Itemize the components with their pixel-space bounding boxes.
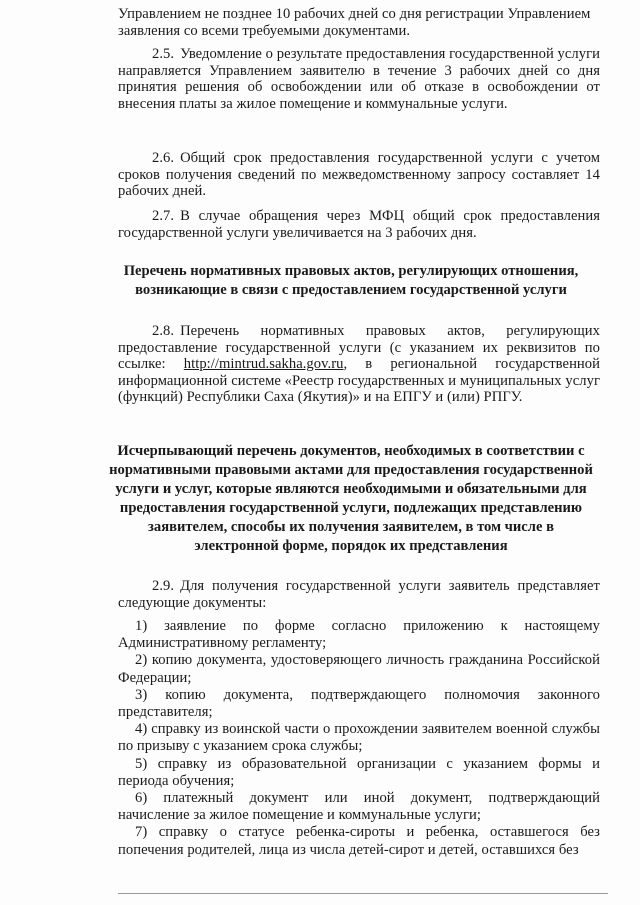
paragraph-text: Для получения государственной услуги заявитель представляет следующие документы: [118, 578, 600, 611]
mintrud-link[interactable]: http://mintrud.sakha.gov.ru [183, 356, 344, 372]
section-heading-legal-acts [96, 262, 606, 300]
heading-line: Перечень нормативных правовых актов, регулирующих отношения, [123, 263, 579, 279]
heading-line: Исчерпывающий перечень документов, необходимых в соответствии с [117, 443, 585, 459]
heading-line: заявителем, способы их получения заявителем, в том числе в [148, 519, 554, 535]
paragraph-2-7 [118, 208, 600, 241]
list-item: 4) справку из воинской части о прохождении заявителем военной службы по призыву с указанием срока службы; [118, 721, 600, 755]
section-heading-documents [96, 442, 606, 556]
paragraph-continuation [118, 6, 600, 39]
heading-line: предоставления государственной услуги, подлежащих представлению [119, 500, 583, 516]
paragraph-2-6 [118, 150, 600, 200]
bottom-divider [118, 893, 608, 894]
paragraph-number: 2.8. [152, 323, 175, 339]
list-item: 7) справку о статусе ребенка-сироты и ребенка, оставшегося без попечения родителей, лица из числа детей-сирот и детей, оставшихся без [118, 824, 600, 858]
paragraph-number: 2.9. [152, 578, 175, 594]
paragraph-text: В случае обращения через МФЦ общий срок предоставления государственной услуги увеличивается на 3 рабочих дня. [118, 208, 600, 241]
paragraph-number: 2.5. [152, 46, 175, 62]
paragraph-text: Общий срок предоставления государственной услуги с учетом сроков получения сведений по межведомственному запросу составляет 14 рабочих дней. [118, 150, 600, 199]
list-item: 3) копию документа, подтверждающего полномочия законного представителя; [118, 686, 600, 721]
paragraph-text: , в региональной государственной информационной системе «Реестр государственных и муниципальных услуг (функций) Республики Саха (Якутия)» и на ЕПГУ и (или) РПГУ. [118, 356, 600, 405]
list-item: 6) платежный документ или иной документ, подтверждающий начисление за жилое помещение и коммунальные услуги; [118, 790, 600, 824]
heading-line: нормативными правовыми актами для предоставления государственной [109, 462, 593, 478]
paragraph-line: Управлением не позднее 10 рабочих дней со дня регистрации Управлением [118, 6, 591, 22]
paragraph-line: заявления со всеми требуемыми документами. [118, 22, 411, 39]
list-item: 2) копию документа, удостоверяющего личность гражданина Российской Федерации; [118, 652, 600, 686]
paragraph-2-8 [118, 323, 600, 406]
paragraph-text: Уведомление о результате предоставления государственной услуги направляется Управлением заявителю в течение 3 рабочих дней со дня принятия решения об освобождении или об отказе в освобождении от внесения платы за жилое помещение и коммунальные услуги. [118, 46, 600, 112]
document-list [118, 618, 600, 859]
heading-line: возникающие в связи с предоставлением государственной услуги [135, 282, 567, 298]
paragraph-number: 2.7. [152, 208, 175, 224]
paragraph-2-5 [118, 46, 600, 112]
heading-line: электронной форме, порядок их представления [194, 538, 508, 554]
list-item: 5) справку из образовательной организации с указанием формы и периода обучения; [118, 755, 600, 789]
paragraph-2-9 [118, 578, 600, 611]
heading-line: услуги и услуг, которые являются необходимыми и обязательными для [115, 481, 587, 497]
list-item: 1) заявление по форме согласно приложению к настоящему Административному регламенту; [118, 618, 600, 652]
paragraph-text: Перечень нормативных правовых актов, регулирующих предоставление государственной услуги (с указанием их реквизитов по ссылке: [118, 323, 600, 372]
paragraph-number: 2.6. [152, 150, 175, 166]
